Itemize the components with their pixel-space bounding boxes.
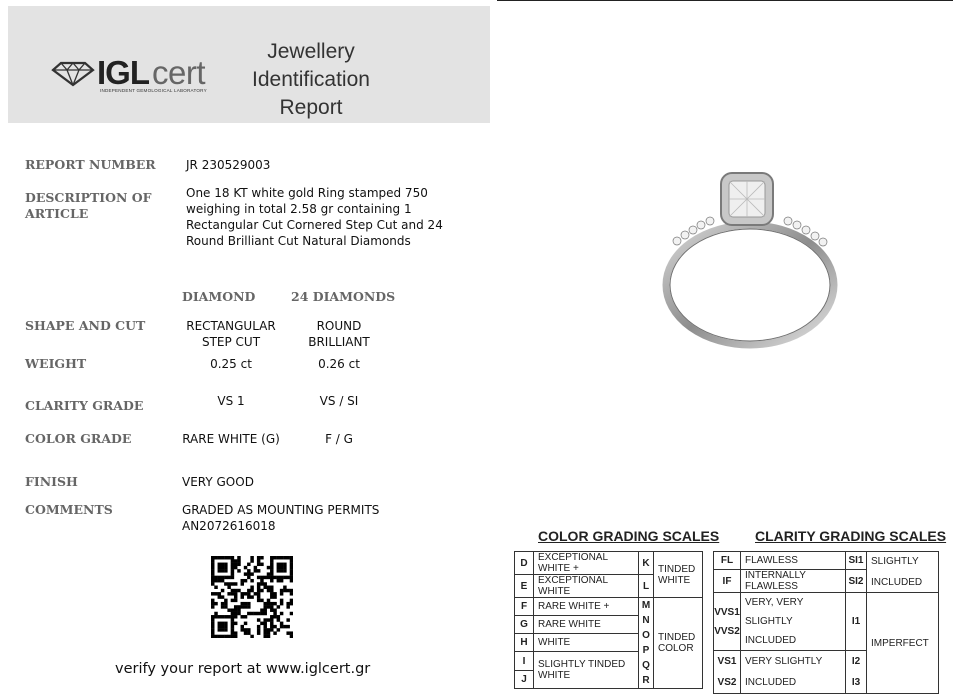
clarity-grade-label: CLARITY GRADE [25, 398, 144, 413]
color-value-main: RARE WHITE (G) [182, 432, 280, 446]
logo-wordmark-light: cert [152, 54, 206, 91]
clarity-grading-table: FL FLAWLESS SI1 SLIGHTLY INCLUDED IF INTERNALLY FLAWLESS SI2 VVS1 VVS2 VERY, VERY SLIGHTLY INCLUDED I1 IMPERFECT VS1 VS2 VERY SLIGHTLY INCLUDED I2 I3 [713, 551, 939, 694]
color-grading-table: D EXCEPTIONAL WHITE + K TINDED WHITE E EXCEPTIONAL WHITE L F RARE WHITE + M N O P Q R TINDED COLOR G RARE WHITE H WHITE I SLIGHTLY TINDED WHITE J [514, 551, 703, 689]
description-value: One 18 KT white gold Ring stamped 750 weighing in total 2.58 gr containing 1 Rectangular Cut Cornered Step Cut and 24 Round Brilliant Cut Natural Diamonds [186, 186, 443, 248]
weight-value-main: 0.25 ct [210, 357, 252, 371]
col-header-24-diamonds: 24 DIAMONDS [291, 289, 396, 304]
ring-photo [655, 165, 850, 355]
clarity-value-main: VS 1 [217, 394, 245, 408]
logo-wordmark-strong: IGL [97, 54, 149, 91]
comments-value: GRADED AS MOUNTING PERMITS AN2072616018 [182, 503, 380, 533]
shape-cut-value-side: ROUND BRILLIANT [308, 319, 370, 349]
color-grade-label: COLOR GRADE [25, 431, 132, 446]
clarity-value-side: VS / SI [319, 394, 359, 408]
finish-label: FINISH [25, 474, 78, 489]
verify-text: verify your report at www.iglcert.gr [115, 661, 371, 677]
diamond-logo-icon [51, 60, 95, 88]
color-scale-title: COLOR GRADING SCALES [538, 528, 720, 544]
comments-label: COMMENTS [25, 502, 113, 517]
weight-value-side: 0.26 ct [318, 357, 360, 371]
shape-cut-value-main: RECTANGULAR STEP CUT [186, 319, 276, 349]
report-number-label: REPORT NUMBER [25, 157, 156, 172]
col-header-diamond: DIAMOND [182, 289, 256, 304]
top-rule [497, 0, 953, 1]
qr-code[interactable] [211, 556, 293, 638]
weight-label: WEIGHT [25, 356, 87, 371]
description-label: DESCRIPTION OF ARTICLE [25, 190, 152, 221]
shape-cut-label: SHAPE AND CUT [25, 318, 146, 333]
report-title: Jewellery Identification Report [252, 40, 370, 119]
finish-value: VERY GOOD [182, 475, 254, 489]
logo-tagline: INDEPENDENT GEMOLOGICAL LABORATORY [100, 88, 207, 93]
clarity-scale-title: CLARITY GRADING SCALES [755, 528, 947, 544]
color-value-side: F / G [325, 432, 353, 446]
report-number-value: JR 230529003 [186, 158, 271, 172]
